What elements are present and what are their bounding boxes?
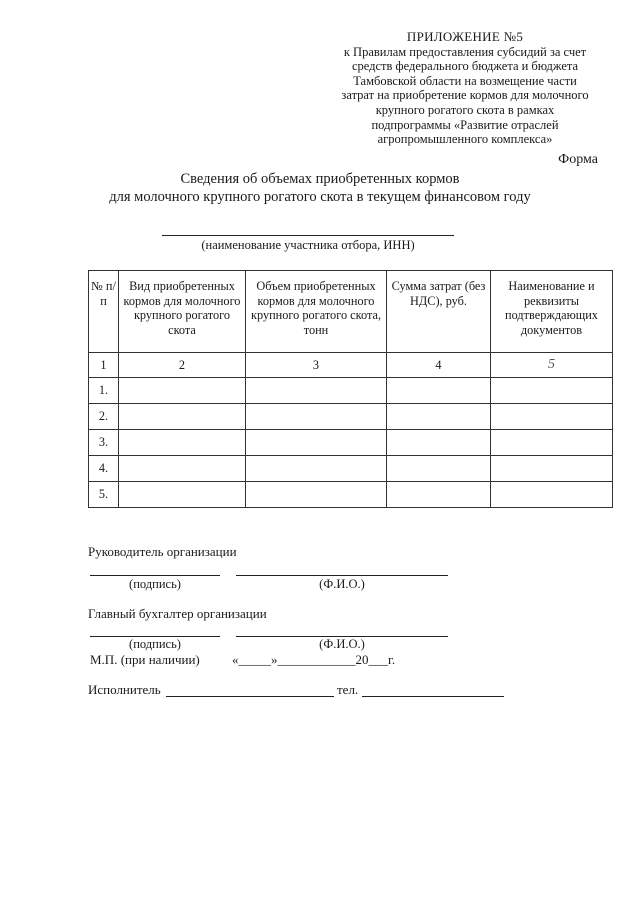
phone-label: тел.	[337, 682, 359, 697]
head-signature-caption: (подпись)	[129, 577, 181, 591]
appendix-line: подпрограммы «Развитие отраслей	[371, 117, 559, 132]
appendix-line: агропромышленного комплекса»	[377, 132, 553, 147]
column-number: 5	[491, 353, 613, 378]
head-name-caption: (Ф.И.О.)	[319, 577, 365, 591]
header-feed-volume: Объем приобретенных кормов для молочного крупного рогатого скота, тонн	[246, 271, 387, 353]
table-row	[89, 456, 613, 482]
table-cell[interactable]	[491, 456, 613, 482]
form-label: Форма	[558, 152, 598, 167]
appendix-title: ПРИЛОЖЕНИЕ №5	[406, 29, 524, 44]
table-cell[interactable]	[387, 482, 491, 508]
head-name-line[interactable]	[236, 575, 448, 576]
table-cell[interactable]	[387, 404, 491, 430]
table-cell[interactable]	[491, 430, 613, 456]
table-cell[interactable]	[119, 456, 246, 482]
table-cell[interactable]	[119, 482, 246, 508]
phone-line[interactable]	[362, 696, 504, 697]
table-cell[interactable]	[119, 404, 246, 430]
accountant-name-caption: (Ф.И.О.)	[319, 637, 365, 651]
table-cell[interactable]	[119, 430, 246, 456]
table-header-row	[89, 271, 613, 353]
table-row	[89, 430, 613, 456]
executor-name-line[interactable]	[166, 696, 334, 697]
participant-name-field[interactable]	[162, 235, 454, 236]
table-cell[interactable]	[491, 378, 613, 404]
stamp-label: М.П. (при наличии)	[90, 652, 200, 667]
appendix-line: Тамбовской области на возмещение части	[353, 73, 577, 88]
document-title	[0, 170, 640, 206]
appendix-line: затрат на приобретение кормов для молочного	[341, 88, 589, 103]
table-cell[interactable]	[491, 404, 613, 430]
appendix-line: средств федерального бюджета и бюджета	[351, 59, 579, 74]
participant-caption: (наименование участника отбора, ИНН)	[201, 238, 415, 252]
table-row	[89, 404, 613, 430]
table-cell[interactable]	[119, 378, 246, 404]
table-cell[interactable]	[387, 430, 491, 456]
column-number: 3	[246, 353, 387, 378]
column-number-row	[89, 353, 613, 378]
column-number: 1	[89, 353, 119, 378]
appendix-line: к Правилам предоставления субсидий за счет	[343, 44, 587, 59]
table-cell[interactable]	[491, 482, 613, 508]
table-row	[89, 378, 613, 404]
feed-volume-table	[88, 270, 613, 508]
row-index: 2.	[89, 404, 119, 430]
row-index: 3.	[89, 430, 119, 456]
accountant-label: Главный бухгалтер организации	[88, 606, 267, 621]
title-line-2: для молочного крупного рогатого скота в текущем финансовом году	[109, 189, 531, 205]
appendix-header	[300, 30, 630, 147]
appendix-line: крупного рогатого скота в рамках	[375, 102, 555, 117]
row-index: 1.	[89, 378, 119, 404]
header-cost: Сумма затрат (без НДС), руб.	[387, 271, 491, 353]
header-number: № п/п	[89, 271, 119, 353]
accountant-signature-caption: (подпись)	[129, 637, 181, 651]
table-cell[interactable]	[246, 378, 387, 404]
head-signature-line[interactable]	[90, 575, 220, 576]
date-field[interactable]: «_____»____________20___г.	[232, 652, 396, 667]
header-feed-type: Вид приобретенных кормов для молочного крупного рогатого скота	[119, 271, 246, 353]
table-cell[interactable]	[246, 404, 387, 430]
table-cell[interactable]	[246, 482, 387, 508]
executor-label: Исполнитель	[88, 682, 161, 697]
column-number: 4	[387, 353, 491, 378]
header-documents: Наименование и реквизиты подтверждающих документов	[491, 271, 613, 353]
table-row	[89, 482, 613, 508]
head-label: Руководитель организации	[88, 544, 237, 559]
row-index: 5.	[89, 482, 119, 508]
row-index: 4.	[89, 456, 119, 482]
column-number: 2	[119, 353, 246, 378]
table-cell[interactable]	[246, 456, 387, 482]
table-cell[interactable]	[387, 456, 491, 482]
table-cell[interactable]	[387, 378, 491, 404]
table-cell[interactable]	[246, 430, 387, 456]
title-line-1: Сведения об объемах приобретенных кормов	[180, 171, 460, 187]
